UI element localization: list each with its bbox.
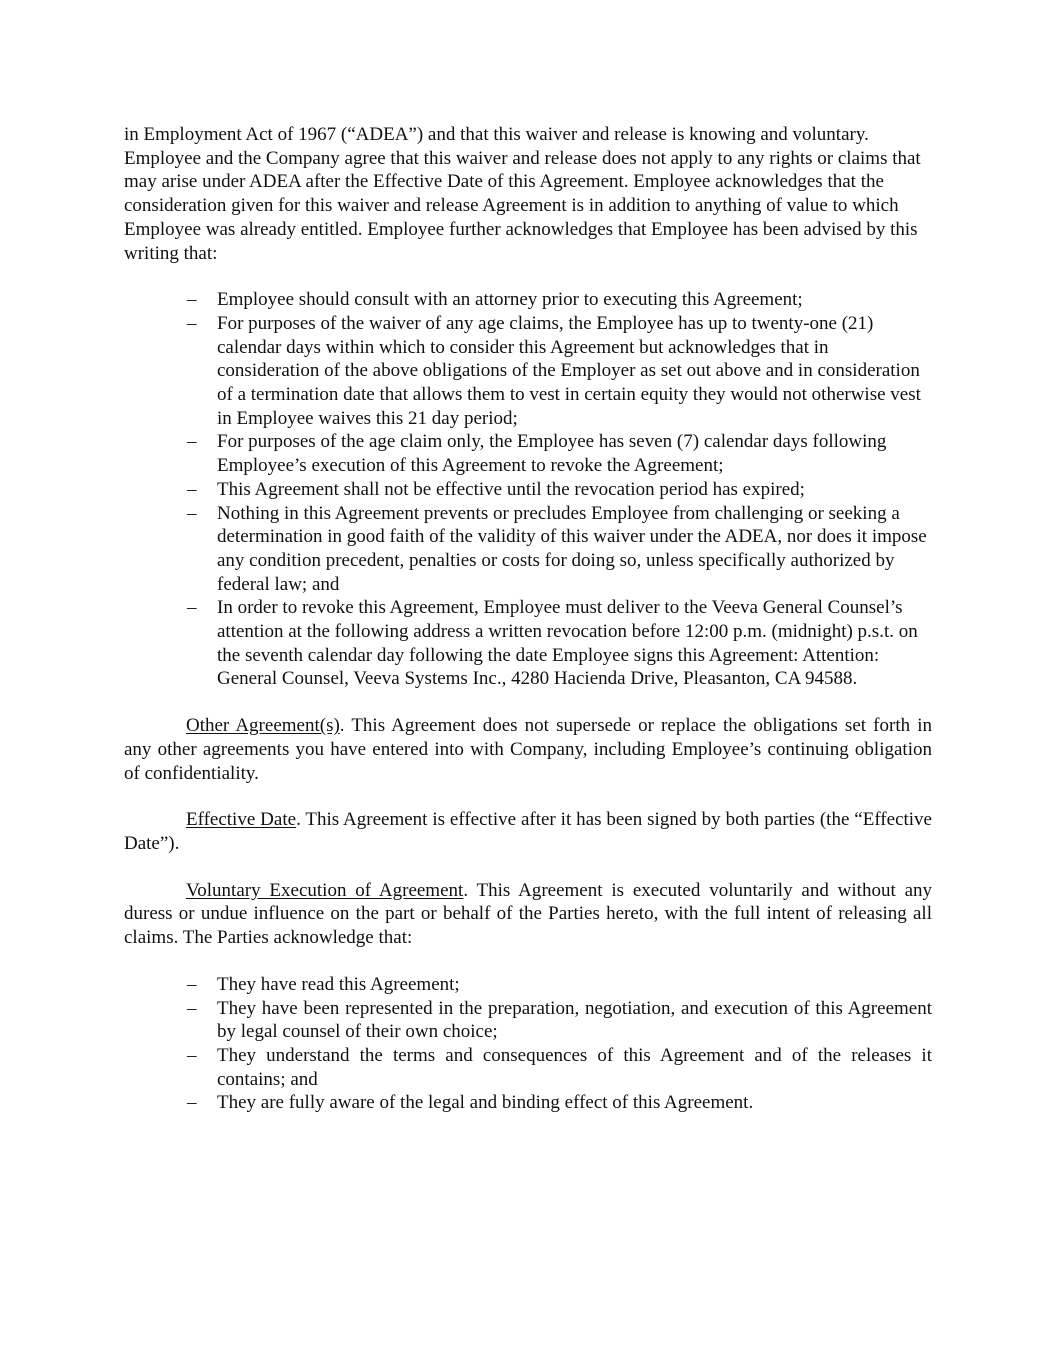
list-item: – They have read this Agreement; (217, 973, 932, 997)
voluntary-execution-text: . This Agreement is executed voluntarily and without any duress or undue influence on the part or behalf of the Parties hereto, with the full intent of releasing all claims. The Parties acknowledge that: (124, 879, 932, 949)
list-item: – Employee should consult with an attorney prior to executing this Agreement; (217, 288, 932, 312)
other-agreements-section (124, 714, 932, 785)
parties-acknowledgement-list (124, 973, 932, 1115)
list-item: – For purposes of the waiver of any age claims, the Employee has up to twenty-one (21) calendar days within which to consider this Agreement but acknowledges that in consideration of the above obligations of the Employer as set out above and in consideration of a termination date that allows them to vest in certain equity they would not otherwise vest in Employee waives this 21 day period; (217, 312, 932, 431)
list-item: – This Agreement shall not be effective until the revocation period has expired; (217, 478, 932, 502)
list-item: – For purposes of the age claim only, the Employee has seven (7) calendar days following Employee’s execution of this Agreement to revoke the Agreement; (217, 430, 932, 477)
list-item: – They have been represented in the preparation, negotiation, and execution of this Agreement by legal counsel of their own choice; (217, 997, 932, 1044)
list-item: – In order to revoke this Agreement, Employee must deliver to the Veeva General Counsel’s attention at the following address a written revocation before 12:00 p.m. (midnight) p.s.t. on the seventh calendar day following the date Employee signs this Agreement: Attention: General Counsel, Veeva Systems Inc., 4280 Hacienda Drive, Pleasanton, CA 94588. (217, 596, 932, 691)
list-item: – Nothing in this Agreement prevents or precludes Employee from challenging or seeking a determination in good faith of the validity of this waiver under the ADEA, nor does it impose any condition precedent, penalties or costs for doing so, unless specifically authorized by federal law; and (217, 502, 932, 597)
list-item: – They understand the terms and consequences of this Agreement and of the releases it contains; and (217, 1044, 932, 1091)
effective-date-text: . This Agreement is effective after it has been signed by both parties (the “Effective Date”). (124, 809, 932, 854)
other-agreements-text: . This Agreement does not supersede or replace the obligations set forth in any other agreements you have entered into with Company, including Employee’s continuing obligation of confidentiality. (124, 715, 932, 784)
list-item: – They are fully aware of the legal and binding effect of this Agreement. (217, 1091, 932, 1115)
document-page (124, 123, 932, 1138)
intro-paragraph: in Employment Act of 1967 (“ADEA”) and that this waiver and release is knowing and voluntary. Employee and the Company agree that this waiver and release does not apply to any rights or claims that may arise under ADEA after the Effective Date of this Agreement. Employee acknowledges that the consideration given for this waiver and release Agreement is in addition to anything of value to which Employee was already entitled. Employee further acknowledges that Employee has been advised by this writing that: (124, 124, 921, 264)
other-agreements-heading: Other Agreement(s) (186, 715, 340, 737)
adea-acknowledgement-list (124, 288, 932, 691)
effective-date-heading: Effective Date (186, 809, 297, 831)
voluntary-execution-section (124, 879, 932, 950)
effective-date-section (124, 808, 932, 855)
voluntary-execution-heading: Voluntary Execution of Agreement (186, 879, 464, 901)
